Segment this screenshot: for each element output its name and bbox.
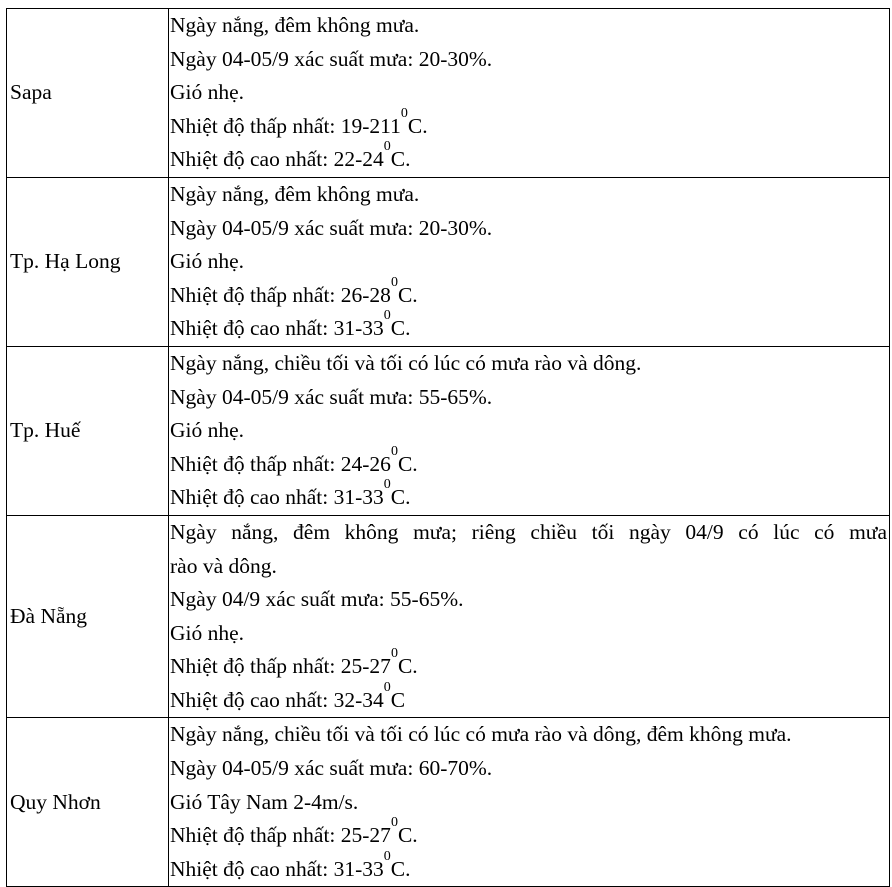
temperature-unit: C. [397,282,418,307]
forecast-line-text: Ngày 04-05/9 xác suất mưa: 60-70%. [170,756,493,781]
forecast-line-text: Nhiệt độ cao nhất: 31-33 [170,856,384,881]
forecast-line-text: Nhiệt độ thấp nhất: 24-26 [170,451,391,476]
forecast-line [170,516,889,550]
forecast-line [170,718,889,752]
temperature-unit: C. [390,856,411,881]
temperature-unit: C [390,687,406,712]
forecast-line-text: Nhiệt độ thấp nhất: 25-27 [170,823,391,848]
forecast-line-text: Gió Tây Nam 2-4m/s. [170,789,359,814]
city-name: Tp. Huế [10,418,81,443]
forecast-line-text: Ngày nắng, chiều tối và tối có lúc có mưa rào và dông, đêm không mưa. [170,722,792,747]
city-name: Tp. Hạ Long [10,249,121,274]
forecast-line [170,245,889,279]
degree-superscript: 0 [383,139,391,155]
forecast-line [170,347,889,381]
forecast-line [170,443,889,482]
city-name: Đà Nẵng [10,604,88,629]
forecast-line [170,550,889,584]
forecast-line-text: Ngày 04-05/9 xác suất mưa: 55-65%. [170,384,493,409]
forecast-line [170,679,889,718]
forecast-details-cell [169,346,890,515]
degree-superscript: 0 [390,274,398,290]
weather-forecast-table [6,8,890,887]
forecast-line [170,848,889,887]
forecast-line [170,274,889,313]
forecast-details-cell [169,718,890,887]
forecast-line [170,786,889,820]
city-name-cell [7,515,169,718]
forecast-line [170,381,889,415]
city-name-cell [7,9,169,178]
forecast-line-text: Ngày nắng, đêm không mưa. [170,181,420,206]
city-name: Quy Nhơn [10,789,101,814]
forecast-line-text: Ngày nắng, đêm không mưa; riêng chiều tối ngày 04/9 có lúc có mưa [170,519,887,544]
forecast-line-text: Gió nhẹ. [170,418,245,443]
forecast-line [170,212,889,246]
city-name-cell [7,346,169,515]
forecast-line-text: Nhiệt độ thấp nhất: 26-28 [170,282,391,307]
forecast-line-text: Nhiệt độ cao nhất: 22-24 [170,147,384,172]
forecast-line [170,178,889,212]
forecast-line-text: Ngày 04-05/9 xác suất mưa: 20-30%. [170,215,493,240]
forecast-table-body [7,9,890,887]
forecast-line-text: Ngày 04-05/9 xác suất mưa: 20-30%. [170,46,493,71]
forecast-line [170,105,889,144]
forecast-line [170,815,889,853]
forecast-line [170,617,889,651]
forecast-line [170,308,889,346]
forecast-line [170,76,889,110]
forecast-line-text: rào và dông. [170,553,277,578]
degree-superscript: 0 [383,477,391,493]
forecast-line-text: Gió nhẹ. [170,620,245,645]
forecast-line-text: Nhiệt độ cao nhất: 31-33 [170,485,384,510]
degree-superscript: 0 [400,105,408,121]
forecast-line-text: Ngày nắng, đêm không mưa. [170,13,420,37]
forecast-details-cell [169,515,890,718]
temperature-unit: C. [397,823,418,848]
temperature-unit: C. [407,113,428,138]
city-name: Sapa [10,80,52,105]
degree-superscript: 0 [390,815,398,831]
temperature-unit: C. [397,451,418,476]
forecast-line-text: Ngày 04/9 xác suất mưa: 55-65%. [170,587,464,612]
table-row [7,346,890,515]
forecast-line [170,414,889,448]
forecast-line-text: Gió nhẹ. [170,249,245,274]
forecast-line [170,583,889,617]
degree-superscript: 0 [383,308,391,324]
forecast-line-text: Nhiệt độ thấp nhất: 25-27 [170,654,391,679]
table-row [7,515,890,718]
forecast-line [170,139,889,177]
forecast-line [170,646,889,684]
table-row [7,9,890,178]
forecast-line [170,9,889,43]
degree-superscript: 0 [390,646,398,662]
city-name-cell [7,177,169,346]
forecast-line-text: Nhiệt độ cao nhất: 31-33 [170,316,384,341]
forecast-line [170,752,889,786]
forecast-line-text: Ngày nắng, chiều tối và tối có lúc có mưa rào và dông. [170,350,642,375]
forecast-line-text: Nhiệt độ thấp nhất: 19-211 [170,113,401,138]
table-row [7,177,890,346]
temperature-unit: C. [397,654,418,679]
degree-superscript: 0 [390,443,398,459]
forecast-details-cell [169,177,890,346]
degree-superscript: 0 [383,679,391,695]
forecast-line [170,43,889,77]
city-name-cell [7,718,169,887]
forecast-details-cell [169,9,890,178]
forecast-line-text: Gió nhẹ. [170,80,245,105]
degree-superscript: 0 [383,848,391,864]
temperature-unit: C. [390,485,411,510]
forecast-line-text: Nhiệt độ cao nhất: 32-34 [170,687,384,712]
temperature-unit: C. [390,316,411,341]
table-row [7,718,890,887]
forecast-line [170,477,889,515]
temperature-unit: C. [390,147,411,172]
